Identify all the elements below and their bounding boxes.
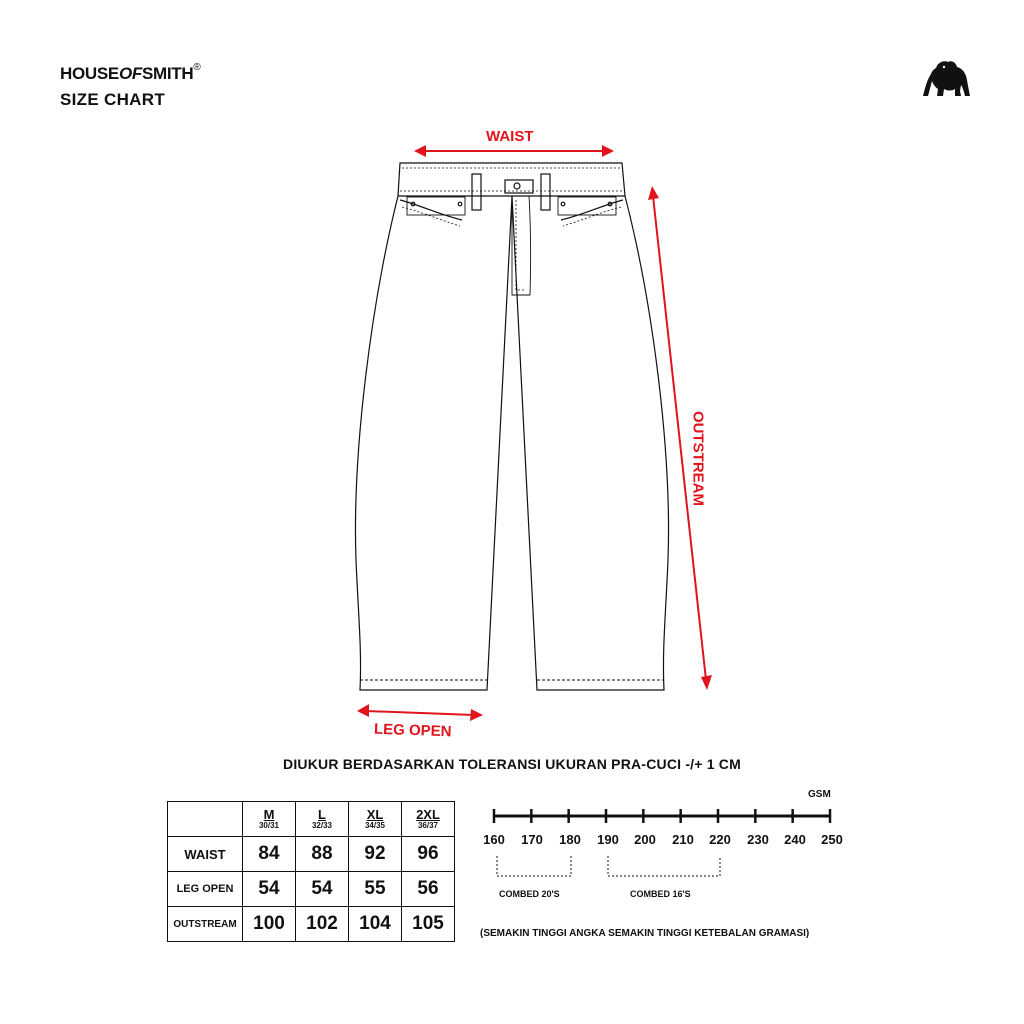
gsm-tick-label: 180 — [559, 832, 581, 847]
table-cell: 92 — [349, 837, 402, 872]
table-cell: 84 — [243, 837, 296, 872]
size-header-l: L 32/33 — [296, 802, 349, 837]
gsm-tick-label: 160 — [483, 832, 505, 847]
pocket-right — [561, 200, 623, 220]
row-label-outstream: OUTSTREAM — [168, 907, 243, 942]
tolerance-note: DIUKUR BERDASARKAN TOLERANSI UKURAN PRA-CUCI -/+ 1 CM — [283, 756, 741, 772]
table-cell: 54 — [243, 872, 296, 907]
range-label-combed-16s: COMBED 16'S — [630, 889, 691, 899]
gsm-note: (SEMAKIN TINGGI ANGKA SEMAKIN TINGGI KETEBALAN GRAMASI) — [480, 928, 810, 939]
gsm-tick-label: 250 — [821, 832, 843, 847]
outstream-label: OUTSTREAM — [689, 411, 707, 506]
table-cell: 56 — [402, 872, 455, 907]
size-header-xl: XL 34/35 — [349, 802, 402, 837]
range-bracket-combed-16s — [608, 856, 720, 876]
leg-open-label: LEG OPEN — [373, 720, 452, 741]
gsm-tick-label: 210 — [672, 832, 694, 847]
gsm-tick-label: 200 — [634, 832, 656, 847]
size-header-2xl: 2XL 36/37 — [402, 802, 455, 837]
table-cell: 102 — [296, 907, 349, 942]
gsm-tick-label: 190 — [597, 832, 619, 847]
table-cell: 88 — [296, 837, 349, 872]
table-cell: 105 — [402, 907, 455, 942]
gsm-tick-label: 240 — [784, 832, 806, 847]
range-label-combed-20s: COMBED 20'S — [499, 889, 560, 899]
gsm-title: GSM — [808, 789, 831, 800]
waist-label: WAIST — [486, 128, 534, 145]
row-label-waist: WAIST — [168, 837, 243, 872]
brand-logo-text: HOUSEOFSMITH® — [60, 62, 201, 83]
row-label-leg-open: LEG OPEN — [168, 872, 243, 907]
table-row — [168, 837, 455, 872]
table-cell: 55 — [349, 872, 402, 907]
table-corner-cell — [168, 802, 243, 837]
range-bracket-combed-20s — [497, 856, 571, 876]
size-header-m: M 30/31 — [243, 802, 296, 837]
button — [514, 183, 520, 189]
gsm-tick-label: 220 — [709, 832, 731, 847]
size-table — [167, 801, 455, 942]
gsm-tick-label: 230 — [747, 832, 769, 847]
table-cell: 104 — [349, 907, 402, 942]
gsm-tick-label: 170 — [521, 832, 543, 847]
page-title: SIZE CHART — [60, 90, 165, 109]
table-row — [168, 872, 455, 907]
table-row — [168, 907, 455, 942]
belt-loop — [541, 174, 550, 210]
table-header-row — [168, 802, 455, 837]
table-cell: 96 — [402, 837, 455, 872]
table-cell: 100 — [243, 907, 296, 942]
table-cell: 54 — [296, 872, 349, 907]
belt-loop — [472, 174, 481, 210]
pocket-left — [400, 200, 462, 220]
